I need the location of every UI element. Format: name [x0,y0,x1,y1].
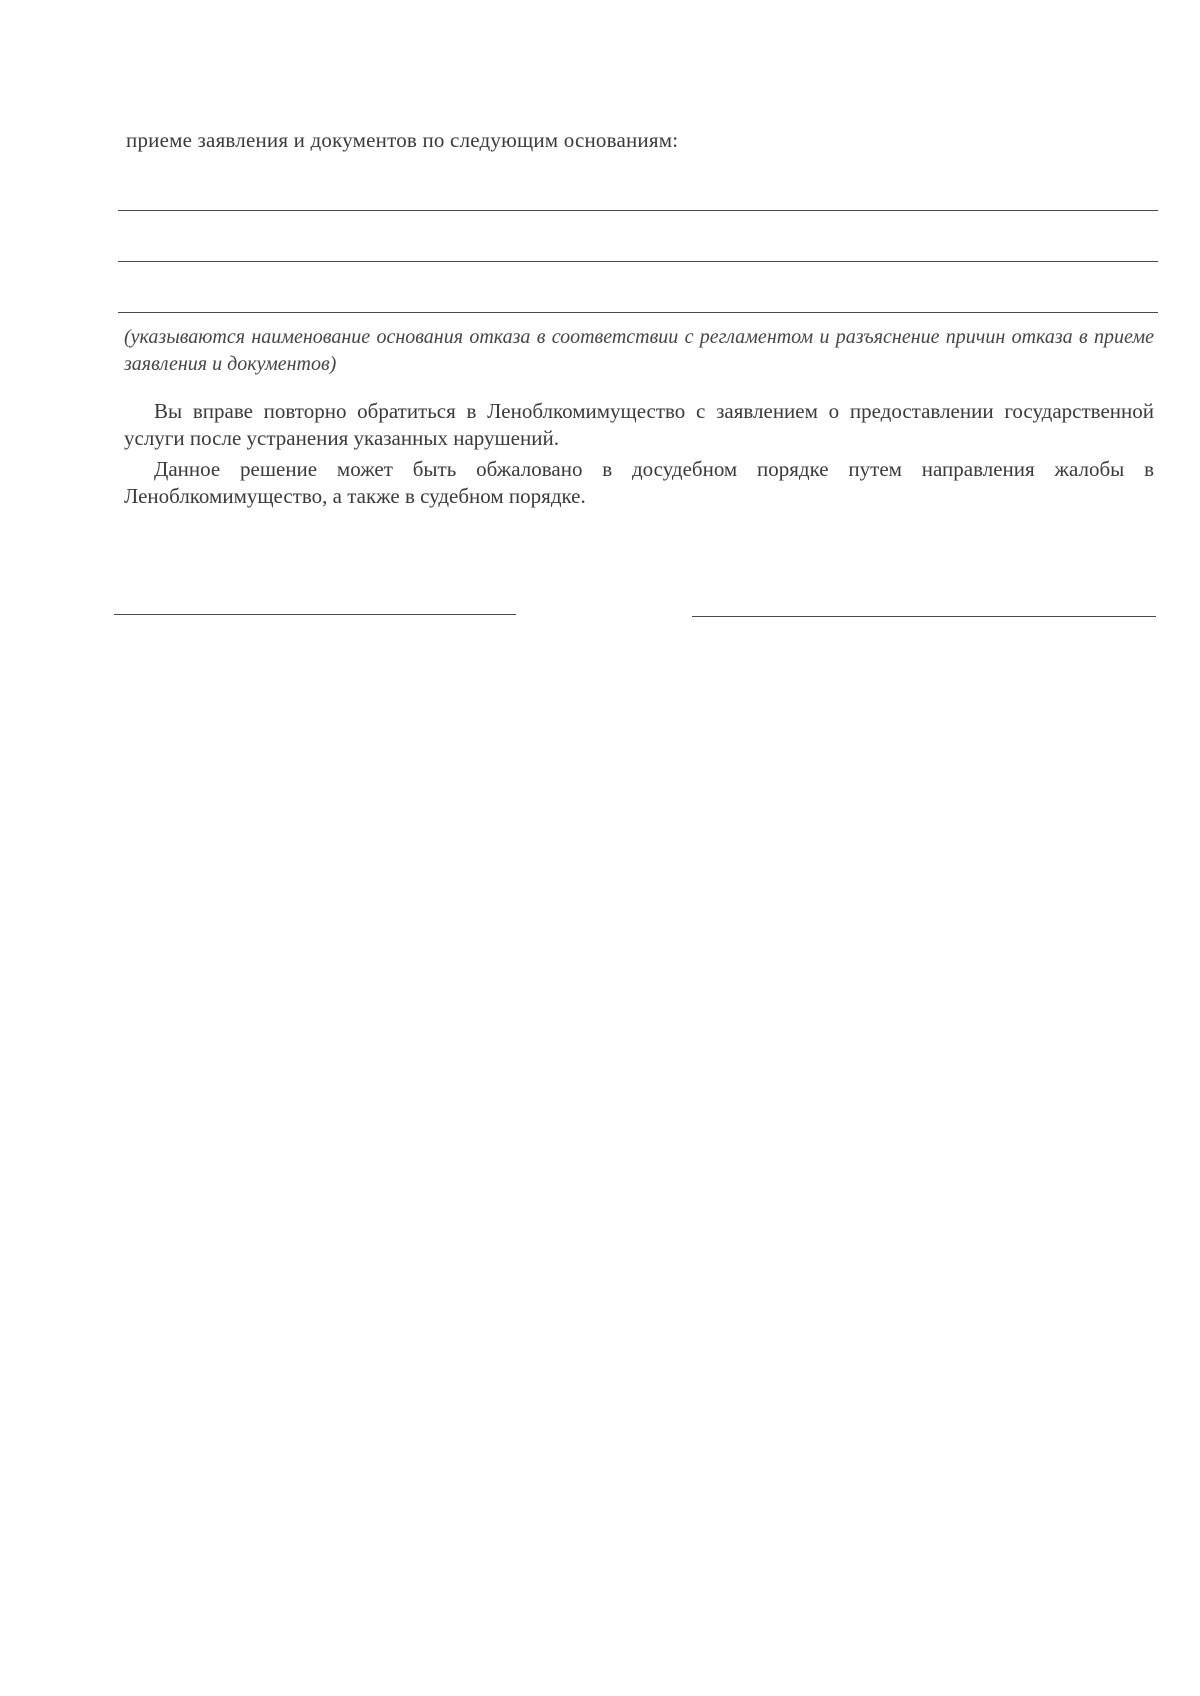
grounds-intro-text: приеме заявления и документов по следующим основаниям: [126,128,679,152]
signature-line-right [692,616,1156,617]
grounds-fill-line-3 [118,312,1158,313]
grounds-fill-line-2 [118,261,1158,262]
grounds-instruction-note: (указываются наименование основания отказа в соответствии с регламентом и разъяснение причин отказа в приеме заявления и документов) [124,326,1154,375]
appeal-paragraph: Данное решение может быть обжаловано в досудебном порядке путем направления жалобы в Леноблкомимущество, а также в судебном порядке. [124,457,1154,508]
signature-line-left [114,614,516,615]
grounds-fill-line-1 [118,210,1158,211]
reapply-paragraph: Вы вправе повторно обратиться в Леноблкомимущество с заявлением о предоставлении государственной услуги после устранения указанных нарушений. [124,399,1154,450]
